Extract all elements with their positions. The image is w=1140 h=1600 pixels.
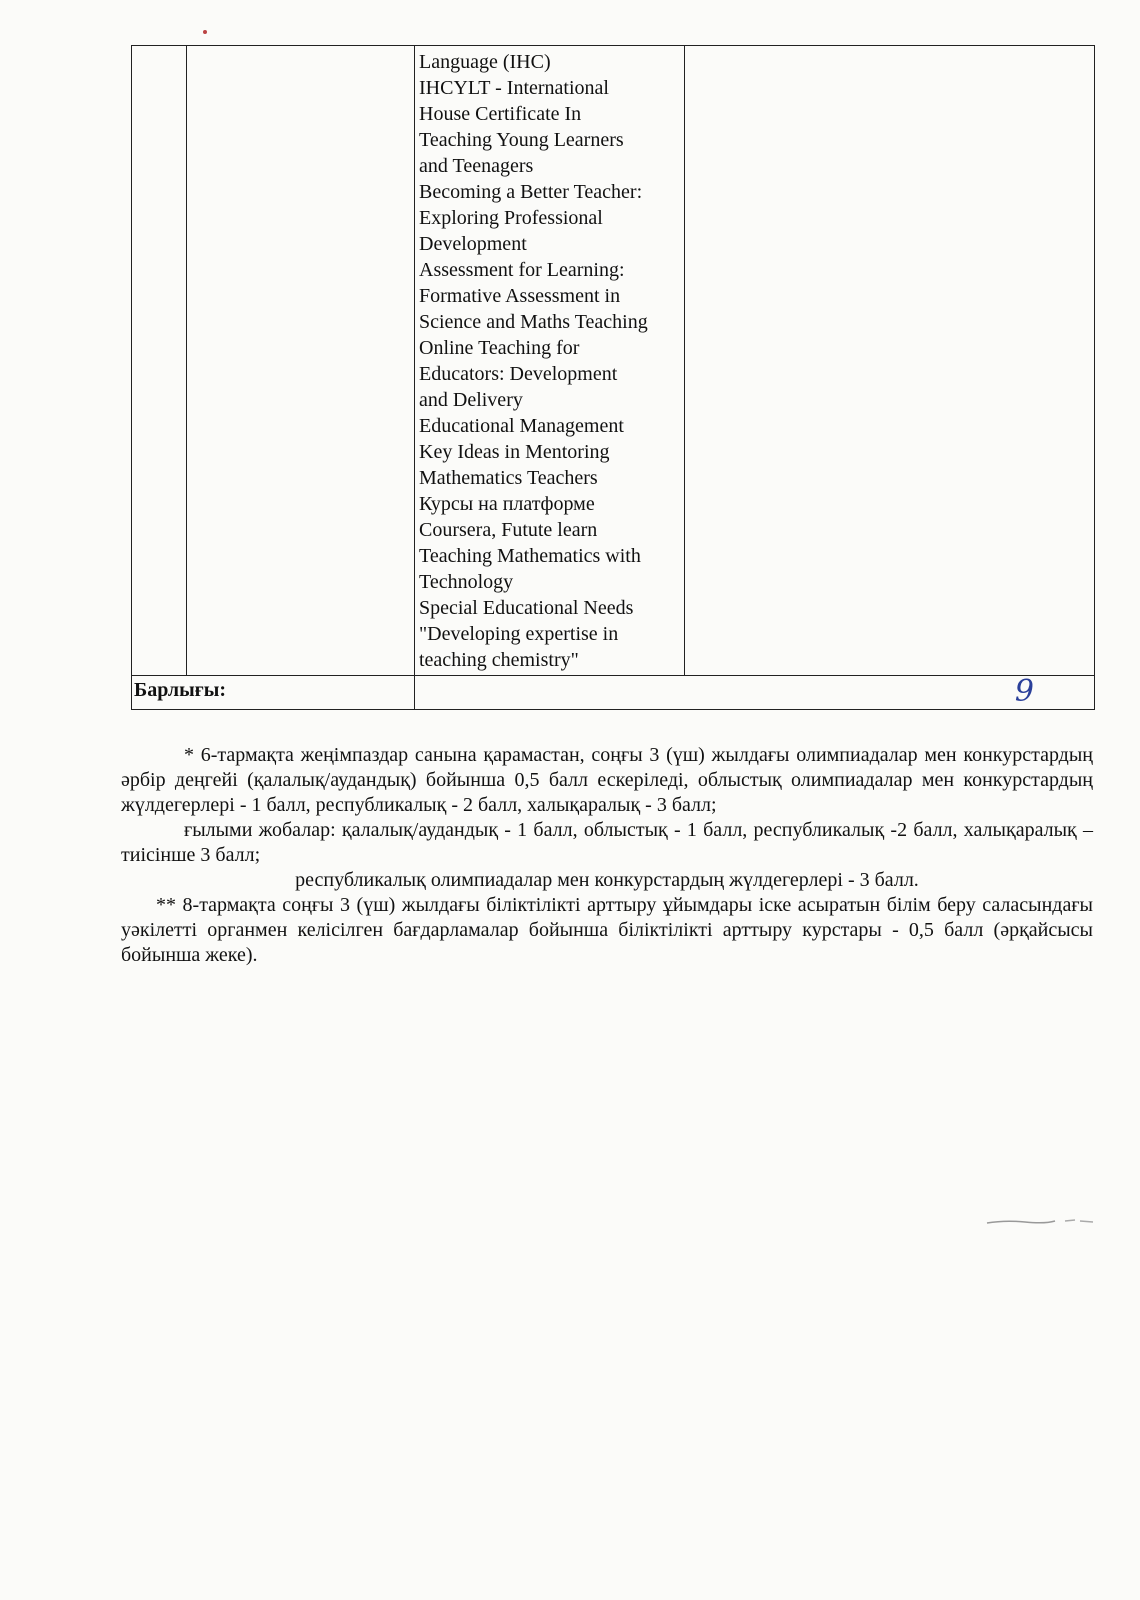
total-row <box>132 676 1095 710</box>
course-line: "Developing expertise in <box>419 623 619 645</box>
course-line: Educational Management <box>419 415 624 437</box>
course-line: teaching chemistry" <box>419 649 579 671</box>
course-line: Language (IHC) <box>419 51 551 73</box>
course-line: Exploring Professional <box>419 207 603 229</box>
total-label: Барлығы: <box>132 676 415 710</box>
course-line: House Certificate In <box>419 103 582 125</box>
course-line: Science and Maths Teaching <box>419 311 648 333</box>
footnote-republican-winners: республикалық олимпиадалар мен конкурстардың жүлдегерлері - 3 балл. <box>295 869 919 891</box>
pencil-mark <box>985 1217 1095 1227</box>
handwritten-total-score: 9 <box>1014 674 1034 709</box>
course-line: and Delivery <box>419 389 523 411</box>
course-line: Technology <box>419 571 514 593</box>
course-line: Special Educational Needs <box>419 597 634 619</box>
cell-score <box>685 46 1095 676</box>
course-line: Online Teaching for <box>419 337 580 359</box>
course-line: Key Ideas in Mentoring <box>419 441 610 463</box>
qualification-table <box>131 45 1095 710</box>
course-line: and Teenagers <box>419 155 534 177</box>
course-line: Mathematics Teachers <box>419 467 598 489</box>
footnote-olympiads: * 6-тармақта жеңімпаздар санына қарамастан, соңғы 3 (үш) жылдағы олимпиадалар мен конкурстардың әрбір деңгейі (қалалық/аудандық) бойынша 0,5 балл ескеріледі, облыстық олимпиадалар мен конкурстардың жүлдегерлері - 1 балл, республикалық - 2 балл, халықаралық - 3 балл; <box>121 744 1093 816</box>
course-line: Development <box>419 233 527 255</box>
course-line: Assessment for Learning: <box>419 259 625 281</box>
total-value-cell <box>415 676 1095 710</box>
footnote-projects: ғылыми жобалар: қалалық/аудандық - 1 балл, облыстық - 1 балл, республикалық -2 балл, халықаралық – тиісінше 3 балл; <box>121 819 1093 866</box>
ink-speck <box>203 30 207 34</box>
cell-category <box>187 46 415 676</box>
footnotes <box>121 743 1093 968</box>
course-line: Coursera, Futute learn <box>419 519 598 541</box>
course-line: Educators: Development <box>419 363 618 385</box>
table-row <box>132 46 1095 676</box>
cell-courses-list <box>415 46 685 676</box>
footnote-courses: ** 8-тармақта соңғы 3 (үш) жылдағы біліктілікті арттыру ұйымдары іске асыратын білім беру саласындағы уәкілетті органмен келісілген бағдарламалар бойынша біліктілікті арттыру курстары - 0,5 балл (әрқайсысы бойынша жеке). <box>121 894 1093 966</box>
course-line: Becoming a Better Teacher: <box>419 181 643 203</box>
course-line: Formative Assessment in <box>419 285 621 307</box>
course-line: Teaching Young Learners <box>419 129 624 151</box>
course-line: IHCYLT - International <box>419 77 609 99</box>
cell-number <box>132 46 187 676</box>
course-line: Teaching Mathematics with <box>419 545 641 567</box>
course-line: Курсы на платформе <box>419 493 595 515</box>
